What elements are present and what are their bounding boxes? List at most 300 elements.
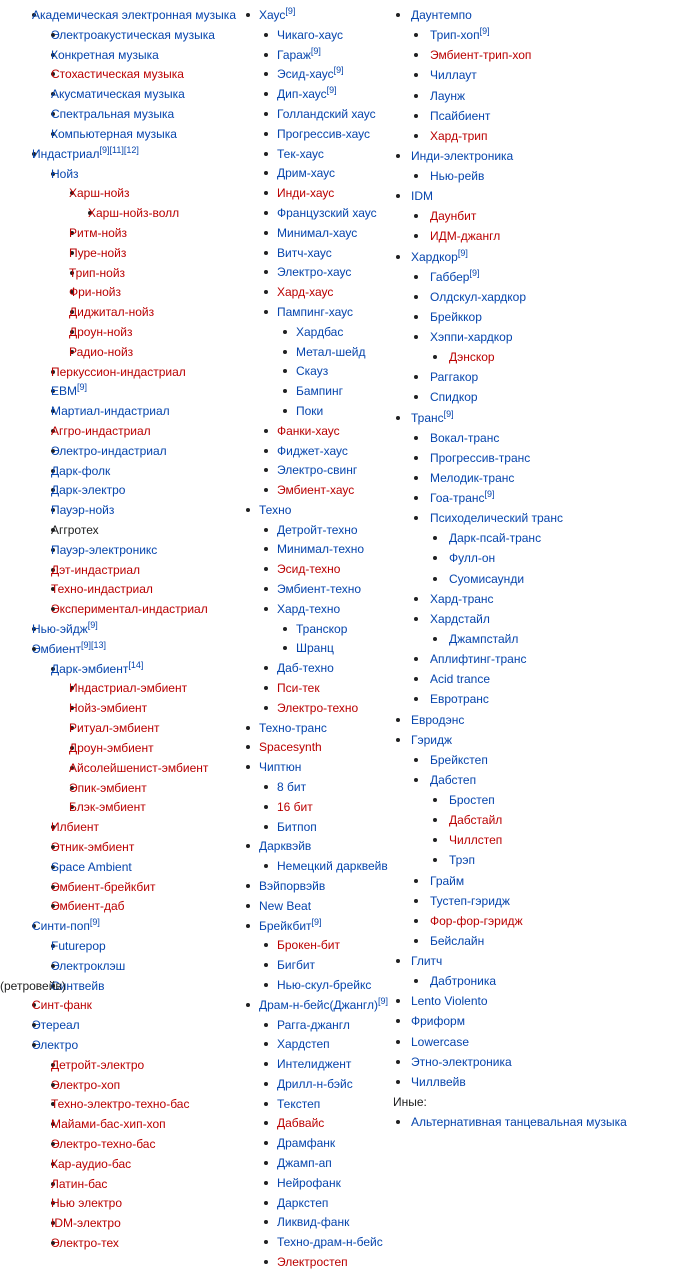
list-item — [0, 600, 243, 618]
list-item — [0, 1016, 243, 1034]
genre-link[interactable] — [69, 244, 126, 262]
citation-ref[interactable]: [14] — [128, 659, 144, 670]
genre-link[interactable] — [277, 1016, 350, 1034]
genre-link[interactable] — [259, 837, 311, 855]
genre-link[interactable] — [296, 362, 328, 380]
list-item — [243, 145, 393, 163]
genre-link[interactable] — [449, 791, 495, 809]
genre-link[interactable] — [430, 66, 477, 84]
genre-label: Хаус — [259, 8, 286, 22]
genre-link[interactable] — [296, 343, 365, 361]
genre-link[interactable] — [411, 409, 454, 427]
list-bullet-icon — [246, 1003, 250, 1007]
genre-link[interactable] — [449, 630, 518, 648]
genre-link[interactable] — [51, 561, 140, 579]
genre-link[interactable] — [51, 65, 184, 83]
genre-link[interactable] — [411, 1012, 465, 1030]
genre-link[interactable] — [430, 650, 527, 668]
citation-ref[interactable]: [9] — [443, 408, 454, 419]
genre-label: Драмфанк — [277, 1136, 336, 1151]
genre-label: Аггротех — [51, 523, 99, 537]
genre-link[interactable] — [430, 449, 530, 467]
genre-link[interactable] — [449, 831, 502, 849]
list-item — [0, 1076, 243, 1094]
list-bullet-icon — [264, 825, 268, 829]
genre-link[interactable] — [449, 348, 495, 366]
genre-label: Тек-хаус — [277, 146, 324, 161]
genre-link[interactable] — [430, 429, 499, 447]
genre-link[interactable] — [430, 26, 490, 44]
genre-link[interactable] — [277, 303, 353, 321]
list-item — [0, 798, 243, 816]
citation-ref[interactable]: [9] — [87, 620, 98, 630]
genre-link[interactable] — [277, 778, 306, 796]
citation-ref[interactable]: [9] — [310, 45, 321, 56]
genre-link[interactable] — [51, 501, 114, 519]
list-item — [0, 105, 243, 123]
genre-link[interactable] — [430, 690, 489, 708]
genre-link[interactable] — [51, 818, 99, 836]
citation-ref[interactable]: [9][11][12] — [99, 144, 139, 155]
list-item — [393, 731, 683, 749]
genre-link[interactable] — [277, 1055, 351, 1073]
genre-label: Хард-трип — [430, 128, 488, 143]
list-bullet-icon — [264, 1220, 268, 1224]
genre-link[interactable] — [69, 719, 160, 737]
genre-link[interactable] — [277, 560, 340, 578]
citation-ref[interactable]: [9] — [469, 267, 480, 278]
genre-link[interactable] — [51, 462, 110, 480]
genre-link[interactable] — [411, 147, 513, 165]
genre-link[interactable] — [277, 224, 357, 242]
genre-link[interactable] — [51, 1214, 121, 1232]
genre-link[interactable] — [430, 892, 510, 910]
genre-link[interactable] — [51, 422, 151, 440]
genre-link[interactable] — [277, 26, 343, 44]
citation-ref[interactable]: [9] — [378, 995, 389, 1006]
genre-link[interactable] — [430, 932, 484, 950]
genre-link[interactable] — [277, 580, 361, 598]
list-bullet-icon — [264, 1121, 268, 1125]
citation-ref[interactable]: [9] — [326, 85, 337, 96]
genre-link[interactable] — [69, 224, 127, 242]
genre-link[interactable] — [430, 771, 476, 789]
genre-label: Акусматическая музыка — [51, 87, 185, 102]
genre-label: Ритм-нойз — [69, 225, 127, 240]
genre-link[interactable] — [449, 529, 541, 547]
genre-link[interactable] — [277, 422, 340, 440]
citation-ref[interactable]: [9][13] — [80, 639, 107, 650]
genre-link[interactable] — [277, 818, 317, 836]
genre-label: Брейкбит — [259, 918, 312, 933]
genre-label: Илбиент — [51, 820, 99, 835]
list-item — [243, 1095, 393, 1113]
list-item — [0, 244, 243, 262]
genre-link[interactable] — [277, 1134, 335, 1152]
genre-label: Дарквэйв — [259, 839, 312, 854]
genre-link[interactable] — [88, 204, 179, 222]
list-bullet-icon — [264, 1082, 268, 1086]
list-item — [243, 580, 393, 598]
genre-link[interactable] — [277, 105, 376, 123]
list-item — [243, 481, 393, 499]
list-bullet-icon — [264, 1201, 268, 1205]
genre-link[interactable] — [69, 303, 154, 321]
genre-link[interactable] — [51, 660, 143, 678]
genre-label: Трип-хоп — [430, 28, 480, 43]
genre-link[interactable] — [277, 263, 351, 281]
citation-ref[interactable]: [9] — [89, 917, 100, 928]
genre-link[interactable] — [32, 620, 98, 638]
genre-link[interactable] — [277, 956, 315, 974]
genre-link[interactable] — [51, 402, 170, 420]
genre-link[interactable] — [277, 125, 370, 143]
genre-link[interactable] — [430, 127, 487, 145]
genre-link[interactable] — [277, 798, 313, 816]
genre-label: Индастриал — [32, 146, 100, 161]
genre-link[interactable] — [51, 600, 208, 618]
list-item — [0, 283, 243, 301]
genre-label: Нью-рейв — [430, 169, 485, 183]
genre-link[interactable] — [430, 388, 478, 406]
genre-link[interactable] — [32, 917, 100, 935]
genre-link[interactable] — [277, 1253, 348, 1271]
genre-link[interactable] — [259, 897, 311, 915]
list-bullet-icon — [264, 547, 268, 551]
genre-link[interactable] — [259, 738, 322, 756]
genre-link[interactable] — [277, 936, 340, 954]
genre-link[interactable] — [277, 164, 335, 182]
genre-link[interactable] — [430, 469, 514, 487]
genre-link[interactable] — [277, 244, 332, 262]
genre-label: Габбер — [430, 269, 470, 284]
genre-link[interactable] — [411, 1113, 627, 1131]
genre-link[interactable] — [69, 323, 132, 341]
genre-label: Техно-драм-н-бейс — [277, 1235, 383, 1250]
genre-label: Брейкстеп — [430, 752, 488, 767]
citation-ref[interactable]: [9] — [333, 65, 344, 76]
genre-link[interactable] — [277, 1213, 349, 1231]
genre-label: Рагга-джангл — [277, 1017, 350, 1032]
genre-link[interactable] — [69, 739, 154, 757]
genre-label: Электро-техно-бас — [51, 1137, 156, 1151]
genre-label: Фулл-он — [449, 551, 496, 566]
genre-label: Шранц — [296, 641, 334, 656]
genre-link[interactable] — [277, 521, 358, 539]
genre-label: Эмбиент-хаус — [277, 483, 355, 497]
genre-link[interactable] — [411, 6, 472, 24]
list-item — [393, 952, 683, 970]
genre-link[interactable] — [430, 590, 494, 608]
genre-label: Электро-хоп — [51, 1077, 121, 1092]
list-item — [243, 620, 393, 638]
list-item — [393, 1033, 683, 1051]
genre-label: Дрим-хаус — [277, 166, 336, 181]
list-item — [0, 1194, 243, 1212]
list-item — [243, 540, 393, 558]
genre-link[interactable] — [411, 1033, 469, 1051]
list-bullet-icon — [264, 1161, 268, 1165]
genre-link[interactable] — [277, 679, 320, 697]
genre-label: Электро — [32, 1037, 79, 1052]
genre-link[interactable] — [51, 85, 185, 103]
list-item — [0, 402, 243, 420]
genre-link[interactable] — [51, 1076, 120, 1094]
list-bullet-icon — [396, 13, 400, 17]
list-bullet-icon — [433, 858, 437, 862]
genre-link[interactable] — [430, 288, 526, 306]
genre-link[interactable] — [430, 207, 476, 225]
genre-link[interactable] — [259, 6, 295, 24]
genre-link[interactable] — [277, 857, 388, 875]
genre-link[interactable] — [69, 679, 187, 697]
list-item — [393, 489, 683, 507]
genre-link[interactable] — [51, 1175, 107, 1193]
genre-link[interactable] — [51, 1194, 122, 1212]
genre-label: Метал-шейд — [296, 344, 366, 359]
genre-label: Вэйпорвэйв — [259, 878, 326, 893]
genre-link[interactable] — [51, 105, 174, 123]
genre-link[interactable] — [51, 1056, 144, 1074]
genre-link[interactable] — [51, 442, 167, 460]
genre-link[interactable] — [430, 751, 488, 769]
genre-link[interactable] — [277, 1194, 328, 1212]
genre-link[interactable] — [69, 699, 147, 717]
genre-link[interactable] — [449, 549, 495, 567]
genre-link[interactable] — [32, 640, 106, 658]
genre-link[interactable] — [51, 541, 157, 559]
list-item — [393, 6, 683, 24]
genre-link[interactable] — [449, 851, 475, 869]
genre-link[interactable] — [32, 145, 139, 163]
genre-link[interactable] — [69, 798, 146, 816]
citation-ref[interactable]: [9] — [77, 382, 88, 393]
genre-link[interactable] — [411, 992, 488, 1010]
genre-link[interactable] — [430, 610, 490, 628]
citation-ref[interactable]: [9] — [311, 916, 322, 927]
genre-link[interactable] — [296, 402, 323, 420]
citation-ref[interactable]: [9] — [285, 6, 296, 16]
genre-link[interactable] — [51, 382, 87, 400]
genre-link[interactable] — [296, 639, 334, 657]
genre-link[interactable] — [411, 952, 442, 970]
genre-label: Синти-поп — [32, 919, 90, 934]
genre-link[interactable] — [277, 1075, 353, 1093]
genre-link[interactable] — [32, 6, 236, 24]
genre-link[interactable] — [430, 368, 478, 386]
genre-link[interactable] — [51, 858, 132, 876]
genre-link[interactable] — [51, 26, 215, 44]
genre-link[interactable] — [430, 167, 484, 185]
genre-label: Французский хаус — [277, 205, 377, 220]
genre-label: 16 бит — [277, 799, 313, 814]
genre-link[interactable] — [277, 1233, 383, 1251]
genre-link[interactable] — [259, 917, 322, 935]
list-bullet-icon — [264, 1260, 268, 1264]
genre-link[interactable] — [32, 996, 92, 1014]
genre-link[interactable] — [277, 1174, 341, 1192]
genre-link[interactable] — [51, 838, 134, 856]
list-bullet-icon — [433, 838, 437, 842]
list-item — [243, 461, 393, 479]
list-bullet-icon — [396, 154, 400, 158]
genre-link[interactable] — [430, 107, 490, 125]
genre-link[interactable] — [51, 46, 159, 64]
genre-link[interactable] — [430, 308, 482, 326]
list-heading — [51, 521, 99, 539]
genre-link[interactable] — [411, 711, 464, 729]
list-item — [243, 6, 393, 24]
genre-link[interactable] — [411, 1073, 466, 1091]
genre-link[interactable] — [69, 184, 129, 202]
genre-link[interactable] — [277, 540, 364, 558]
genre-link[interactable] — [277, 1154, 332, 1172]
genre-link[interactable] — [51, 481, 125, 499]
genre-link[interactable] — [51, 878, 155, 896]
list-bullet-icon — [264, 1042, 268, 1046]
genre-link[interactable] — [51, 1234, 119, 1252]
genre-link[interactable] — [277, 145, 324, 163]
genre-link[interactable] — [69, 343, 133, 361]
genre-link[interactable] — [277, 976, 371, 994]
genre-link[interactable] — [51, 1155, 131, 1173]
genre-label: Ликвид-фанк — [277, 1215, 350, 1230]
genre-label: Латин-бас — [51, 1176, 108, 1191]
list-item — [243, 917, 393, 935]
list-bullet-icon — [264, 290, 268, 294]
genre-link[interactable] — [430, 489, 495, 507]
genre-link[interactable] — [277, 184, 334, 202]
genre-link[interactable] — [51, 580, 153, 598]
genre-link[interactable] — [430, 328, 513, 346]
genre-link[interactable] — [259, 758, 301, 776]
genre-link[interactable] — [296, 620, 347, 638]
genre-label: Lento Violento — [411, 994, 488, 1009]
genre-label: Эмбиент-даб — [51, 899, 125, 914]
genre-label: Электроклэш — [51, 958, 126, 973]
genre-link[interactable] — [277, 699, 358, 717]
genre-link[interactable] — [277, 204, 377, 222]
genre-link[interactable] — [277, 659, 334, 677]
genre-link[interactable] — [430, 87, 465, 105]
genre-link[interactable] — [277, 461, 357, 479]
list-item — [243, 1055, 393, 1073]
genre-link[interactable] — [277, 1095, 320, 1113]
genre-link[interactable] — [430, 912, 523, 930]
genre-link[interactable] — [277, 481, 354, 499]
genre-link[interactable] — [259, 501, 291, 519]
genre-label: Хард-хаус — [277, 285, 334, 300]
genre-link[interactable] — [430, 972, 496, 990]
genre-link[interactable] — [277, 85, 337, 103]
genre-link[interactable] — [430, 46, 531, 64]
citation-ref[interactable]: [9] — [484, 489, 495, 500]
genre-link[interactable] — [32, 1036, 78, 1054]
list-item — [0, 46, 243, 64]
genre-link[interactable] — [51, 165, 79, 183]
genre-link[interactable] — [69, 264, 125, 282]
genre-link[interactable] — [277, 65, 344, 83]
genre-link[interactable] — [259, 877, 325, 895]
genre-link[interactable] — [430, 872, 464, 890]
genre-label: Немецкий дарквейв — [277, 859, 388, 874]
genre-link[interactable] — [277, 442, 348, 460]
genre-label: Спектральная музыка — [51, 107, 175, 121]
genre-link[interactable] — [277, 1114, 324, 1132]
genre-link[interactable] — [51, 1095, 189, 1113]
genre-label: Дарк-псай-транс — [449, 531, 542, 546]
genre-link[interactable] — [277, 600, 340, 618]
genre-link[interactable] — [51, 1135, 155, 1153]
list-item — [243, 778, 393, 796]
genre-link[interactable] — [259, 719, 327, 737]
list-bullet-icon — [414, 778, 418, 782]
list-item — [0, 1135, 243, 1153]
genre-link[interactable] — [430, 268, 479, 286]
genre-label: Аплифтинг-транс — [430, 652, 527, 667]
genre-link[interactable] — [51, 1115, 166, 1133]
genre-link[interactable] — [51, 957, 125, 975]
list-item — [0, 838, 243, 856]
genre-link[interactable] — [69, 283, 121, 301]
genre-link[interactable] — [259, 996, 388, 1014]
genre-link[interactable] — [51, 937, 106, 955]
genre-link[interactable] — [430, 670, 490, 688]
citation-ref[interactable]: [9] — [479, 26, 490, 37]
genre-link[interactable] — [411, 1053, 512, 1071]
list-bullet-icon — [264, 270, 268, 274]
genre-link[interactable] — [69, 779, 147, 797]
list-item — [243, 560, 393, 578]
genre-link[interactable] — [51, 363, 186, 381]
genre-label: Лаунж — [430, 88, 466, 103]
genre-label: Фанки-хаус — [277, 423, 340, 438]
genre-link[interactable] — [51, 125, 177, 143]
genre-link[interactable] — [277, 1035, 330, 1053]
genre-link[interactable] — [449, 811, 502, 829]
genre-link[interactable] — [411, 731, 452, 749]
genre-label: Дрилл-н-бэйс — [277, 1076, 353, 1091]
list-item — [393, 449, 683, 467]
genre-label: Хардкор — [411, 249, 458, 264]
genre-link[interactable] — [69, 759, 208, 777]
genre-label: Дроун-эмбиент — [69, 740, 154, 755]
genre-link[interactable] — [296, 323, 343, 341]
genre-link[interactable] — [51, 897, 125, 915]
list-item — [243, 65, 393, 83]
genre-link[interactable] — [277, 46, 321, 64]
genre-label: Даб-техно — [277, 661, 334, 676]
genre-link[interactable] — [411, 248, 468, 266]
genre-label: Дип-хаус — [277, 87, 327, 102]
genre-link[interactable] — [32, 1016, 80, 1034]
genre-label: Дабстайл — [449, 813, 503, 828]
genre-link[interactable] — [296, 382, 343, 400]
genre-link[interactable] — [411, 187, 433, 205]
genre-link[interactable] — [430, 227, 500, 245]
list-item — [243, 976, 393, 994]
genre-link[interactable] — [277, 283, 333, 301]
list-bullet-icon — [433, 577, 437, 581]
list-item — [243, 1016, 393, 1034]
genre-label: Space Ambient — [51, 859, 132, 874]
genre-link[interactable] — [430, 509, 563, 527]
citation-ref[interactable]: [9] — [457, 247, 468, 258]
list-bullet-icon — [396, 1060, 400, 1064]
genre-label: Электроакустическая музыка — [51, 27, 215, 42]
list-bullet-icon — [414, 456, 418, 460]
genre-link[interactable] — [449, 570, 524, 588]
